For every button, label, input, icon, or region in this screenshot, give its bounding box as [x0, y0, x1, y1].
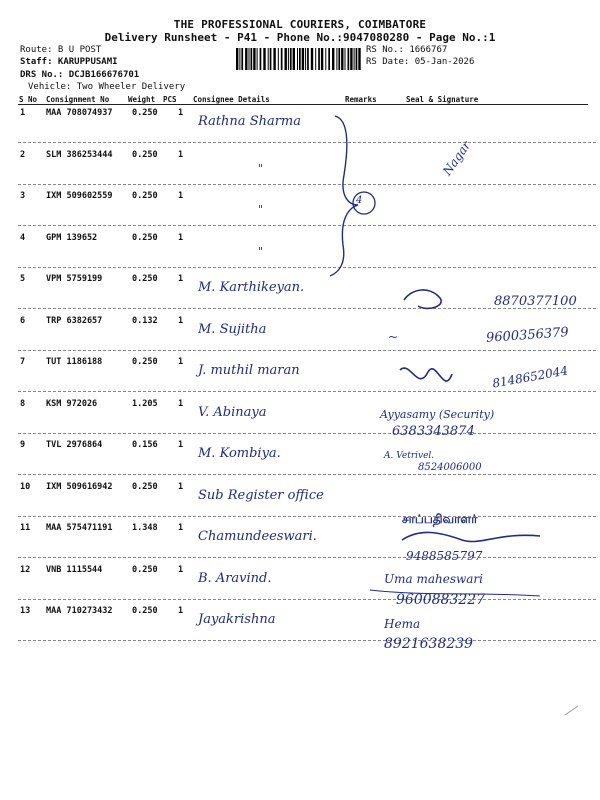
row-consignment: IXM 509616942	[46, 481, 113, 492]
barcode-bar	[358, 48, 360, 70]
table-row	[0, 482, 600, 523]
table-row	[0, 606, 600, 647]
barcode-bar	[328, 48, 330, 70]
barcode-bar	[281, 48, 283, 70]
sig-8-phone: 6383343874	[392, 424, 475, 439]
row-sno: 8	[20, 398, 26, 409]
table-row	[0, 150, 600, 191]
row-weight: 0.132	[132, 315, 158, 326]
sig-5-phone: 8870377100	[494, 294, 577, 309]
row-weight: 0.250	[132, 357, 158, 367]
row-pcs: 1	[178, 108, 184, 118]
staff-label: Staff: KARUPPUSAMI	[20, 57, 118, 67]
rs-date: RS Date: 05-Jan-2026	[366, 57, 475, 67]
row-consignment: VNB 1115544	[46, 564, 103, 575]
sig-12-name: Uma maheswari	[384, 572, 483, 586]
table-row	[0, 440, 600, 481]
table-row	[0, 191, 600, 232]
barcode-bar	[348, 48, 350, 70]
row-weight: 0.250	[132, 274, 158, 284]
row-consignee-handwritten: M. Sujitha	[198, 321, 267, 337]
row-consignment: MAA 575471191	[46, 523, 113, 533]
row-consignment: TUT 1186188	[46, 357, 103, 367]
table-row	[0, 399, 600, 440]
row-weight: 0.250	[132, 564, 158, 575]
table-row	[0, 565, 600, 606]
sig-13-name: Hema	[384, 617, 421, 631]
barcode-bar	[288, 48, 289, 70]
barcode-bar	[241, 48, 243, 70]
barcode-bar	[257, 48, 258, 70]
row-consignment: KSM 972026	[46, 398, 98, 409]
row-sno: 2	[20, 149, 26, 160]
row-sno: 7	[20, 357, 26, 367]
row-consignee-handwritten: Rathna Sharma	[198, 114, 302, 129]
table-row	[0, 233, 600, 274]
row-divider	[18, 516, 596, 517]
row-weight: 0.250	[132, 481, 158, 492]
route-label: Route: B U POST	[20, 45, 102, 55]
vehicle-label: Vehicle: Two Wheeler Delivery	[28, 82, 186, 92]
col-remarks: Remarks	[345, 95, 377, 104]
barcode-bar	[356, 48, 358, 70]
row-divider	[18, 267, 596, 268]
barcode-bar	[305, 48, 306, 70]
row-divider	[18, 599, 596, 600]
sig-8-name: Ayyasamy (Security)	[380, 408, 495, 421]
sig-6-phone: 9600356379	[485, 325, 570, 346]
row-pcs: 1	[178, 398, 184, 409]
row-pcs: 1	[178, 564, 184, 575]
row-weight: 0.250	[132, 108, 158, 118]
row-pcs: 1	[178, 232, 184, 243]
barcode-bar	[278, 48, 279, 70]
sig-11-phone: 9488585797	[406, 549, 483, 563]
header-divider	[18, 104, 588, 105]
row-consignee-handwritten: Sub Register office	[198, 487, 324, 503]
barcode-bar	[285, 48, 287, 70]
remark-rows-1-4: Nagar	[440, 138, 474, 179]
row-consignee-handwritten: J. muthil maran	[198, 363, 300, 378]
sig-9-phone: 8524006000	[418, 462, 482, 473]
col-sno: S No	[19, 95, 38, 104]
barcode-bar	[236, 48, 238, 70]
col-pcs: PCS	[163, 95, 177, 104]
drs-number: DRS No.: DCJB166676701	[20, 70, 140, 80]
barcode-bar	[251, 48, 253, 70]
row-consignment: TVL 2976864	[46, 440, 103, 450]
row-consignment: SLM 386253444	[46, 149, 113, 160]
barcode-bar	[321, 48, 323, 70]
row-divider	[18, 557, 596, 558]
row-consignment: MAA 708074937	[46, 108, 113, 118]
barcode-bar	[315, 48, 316, 70]
col-consignment: Consignment No	[46, 95, 110, 104]
barcode-bar	[293, 48, 295, 70]
row-weight: 1.348	[132, 523, 158, 533]
barcode-bar	[260, 48, 262, 70]
barcode-bar	[307, 48, 309, 70]
barcode-bar	[245, 48, 247, 70]
row-consignee-handwritten: Chamundeeswari.	[198, 529, 317, 544]
row-sno: 5	[20, 274, 26, 284]
row-weight: 0.250	[132, 149, 158, 160]
barcode-bar	[239, 48, 240, 70]
row-pcs: 1	[178, 315, 184, 326]
document-subtitle: Delivery Runsheet - P41 - Phone No.:9047080280 - Page No.:1	[104, 31, 496, 44]
bracket-count: 4	[356, 195, 363, 206]
barcode-bar	[311, 48, 313, 70]
row-weight: 1.205	[132, 398, 158, 409]
row-divider	[18, 225, 596, 226]
row-consignee-handwritten: V. Abinaya	[198, 404, 267, 420]
barcode	[236, 48, 362, 70]
row-divider	[18, 391, 596, 392]
row-pcs: 1	[178, 523, 184, 533]
col-signature: Seal & Signature	[406, 95, 479, 104]
barcode-bar	[297, 48, 298, 70]
table-row	[0, 108, 600, 149]
row-divider	[18, 640, 596, 641]
barcode-bar	[325, 48, 326, 70]
row-divider	[18, 184, 596, 185]
row-sno: 9	[20, 440, 26, 450]
barcode-bar	[249, 48, 250, 70]
row-consignment: MAA 710273432	[46, 606, 113, 616]
row-sno: 4	[20, 232, 26, 243]
sig-11-title: சாப்பதிவாளர்	[402, 512, 478, 526]
row-consignment: TRP 6382657	[46, 315, 103, 326]
row-weight: 0.156	[132, 440, 158, 450]
row-weight: 0.250	[132, 191, 158, 201]
row-weight: 0.250	[132, 606, 158, 616]
barcode-bar	[336, 48, 337, 70]
barcode-bar	[332, 48, 334, 70]
row-consignee-handwritten: Jayakrishna	[198, 612, 276, 627]
table-row	[0, 523, 600, 564]
stray-mark	[565, 706, 578, 715]
barcode-bar	[270, 48, 272, 70]
row-consignee-handwritten: "	[258, 161, 264, 175]
row-sno: 3	[20, 191, 26, 201]
row-consignment: IXM 509602559	[46, 191, 113, 201]
row-consignee-handwritten: M. Karthikeyan.	[198, 280, 305, 295]
sig-6-mark: ~	[388, 330, 399, 344]
row-consignment: GPM 139652	[46, 232, 98, 243]
row-sno: 1	[20, 108, 26, 118]
sig-7-phone: 8148652044	[491, 363, 569, 391]
barcode-bar	[345, 48, 346, 70]
row-weight: 0.250	[132, 232, 158, 243]
rs-number: RS No.: 1666767	[366, 45, 448, 55]
sig-9-name: A. Vetrivel.	[384, 451, 435, 461]
row-divider	[18, 433, 596, 434]
row-pcs: 1	[178, 357, 184, 367]
row-divider	[18, 350, 596, 351]
row-pcs: 1	[178, 191, 184, 201]
row-divider	[18, 142, 596, 143]
barcode-bar	[268, 48, 269, 70]
row-pcs: 1	[178, 481, 184, 492]
row-sno: 13	[20, 606, 31, 616]
row-sno: 12	[20, 564, 31, 575]
col-weight: Weight	[128, 95, 156, 104]
barcode-bar	[290, 48, 292, 70]
row-consignee-handwritten: B. Aravind.	[198, 570, 272, 586]
row-sno: 6	[20, 315, 26, 326]
row-pcs: 1	[178, 274, 184, 284]
barcode-bar	[273, 48, 275, 70]
barcode-bar	[302, 48, 304, 70]
barcode-bar	[318, 48, 320, 70]
row-divider	[18, 474, 596, 475]
row-pcs: 1	[178, 606, 184, 616]
row-sno: 10	[20, 481, 31, 492]
barcode-bar	[354, 48, 355, 70]
row-consignee-handwritten: M. Kombiya.	[198, 446, 281, 461]
row-consignment: VPM 5759199	[46, 274, 103, 284]
barcode-bar	[341, 48, 343, 70]
col-consignee: Consignee Details	[193, 95, 270, 104]
row-consignee-handwritten: "	[258, 244, 264, 258]
row-pcs: 1	[178, 149, 184, 160]
barcode-bar	[253, 48, 255, 70]
row-pcs: 1	[178, 440, 184, 450]
sig-12-phone: 9600883227	[396, 592, 486, 608]
row-consignee-handwritten: "	[258, 203, 264, 216]
sig-13-phone: 8921638239	[384, 636, 474, 652]
barcode-bar	[299, 48, 301, 70]
row-sno: 11	[20, 523, 31, 533]
document-title: THE PROFESSIONAL COURIERS, COIMBATORE	[173, 18, 427, 31]
barcode-bar	[350, 48, 352, 70]
barcode-bar	[338, 48, 340, 70]
barcode-bar	[263, 48, 265, 70]
